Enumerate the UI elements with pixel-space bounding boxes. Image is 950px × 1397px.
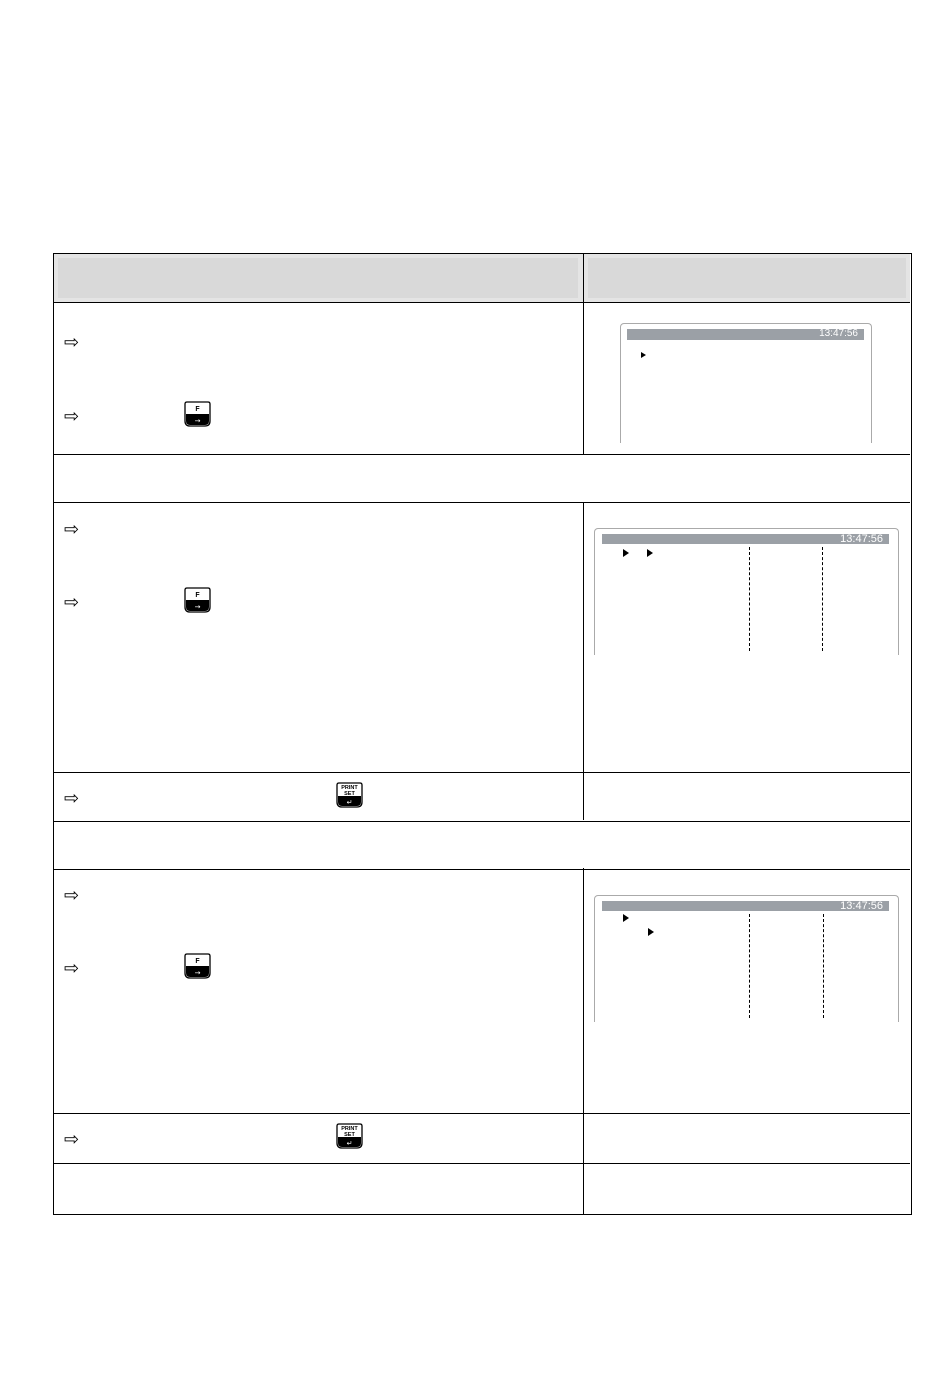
step-arrow-icon: ⇨ [64,592,80,612]
f-key-icon [184,953,211,979]
table-row [54,822,910,870]
column-separator [823,914,824,1018]
lcd-frame [594,895,899,1022]
step-arrow-icon: ⇨ [64,885,80,905]
step-arrow-icon: ⇨ [64,958,80,978]
table-row [54,773,910,822]
lcd-display [620,323,872,443]
set-key-label: SET [344,791,355,797]
step-arrow-icon: ⇨ [64,332,80,352]
f-key-icon [184,401,211,427]
cursor-arrow-icon [648,928,654,936]
column-separator [749,547,750,651]
f-key-label: F [195,592,200,599]
print-key-label: PRINT [341,1126,358,1132]
print-key-sub: ↵ [346,798,353,807]
step-arrow-icon: ⇨ [64,1129,80,1149]
print-key-label: PRINT [341,785,358,791]
table-row [54,1114,910,1164]
table-row [54,455,910,503]
lcd-time: 13:47:56 [602,534,889,544]
f-key-sub: → [194,603,201,611]
lcd-frame [594,528,899,655]
step-arrow-icon: ⇨ [64,519,80,539]
lcd-display [594,528,899,655]
cursor-arrow-icon [623,549,629,557]
print-key-sub: ↵ [346,1139,353,1148]
print-set-key-icon [336,1123,363,1149]
set-key-label: SET [344,1132,355,1138]
lcd-frame [620,323,872,443]
cursor-arrow-icon [623,914,629,922]
f-key-label: F [195,406,200,413]
table-row [54,1164,910,1214]
f-key-icon [184,587,211,613]
cursor-arrow-icon [641,352,646,358]
lcd-display [594,895,899,1022]
print-set-key-icon [336,782,363,808]
lcd-time: 13:47:56 [627,329,864,340]
lcd-time: 13:47:56 [602,901,889,911]
column-separator [822,547,823,651]
f-key-sub: → [194,417,201,425]
column-separator [749,914,750,1018]
header-row [54,254,910,303]
cursor-arrow-icon [647,549,653,557]
f-key-sub: → [194,969,201,977]
step-arrow-icon: ⇨ [64,406,80,426]
step-arrow-icon: ⇨ [64,788,80,808]
f-key-label: F [195,958,200,965]
